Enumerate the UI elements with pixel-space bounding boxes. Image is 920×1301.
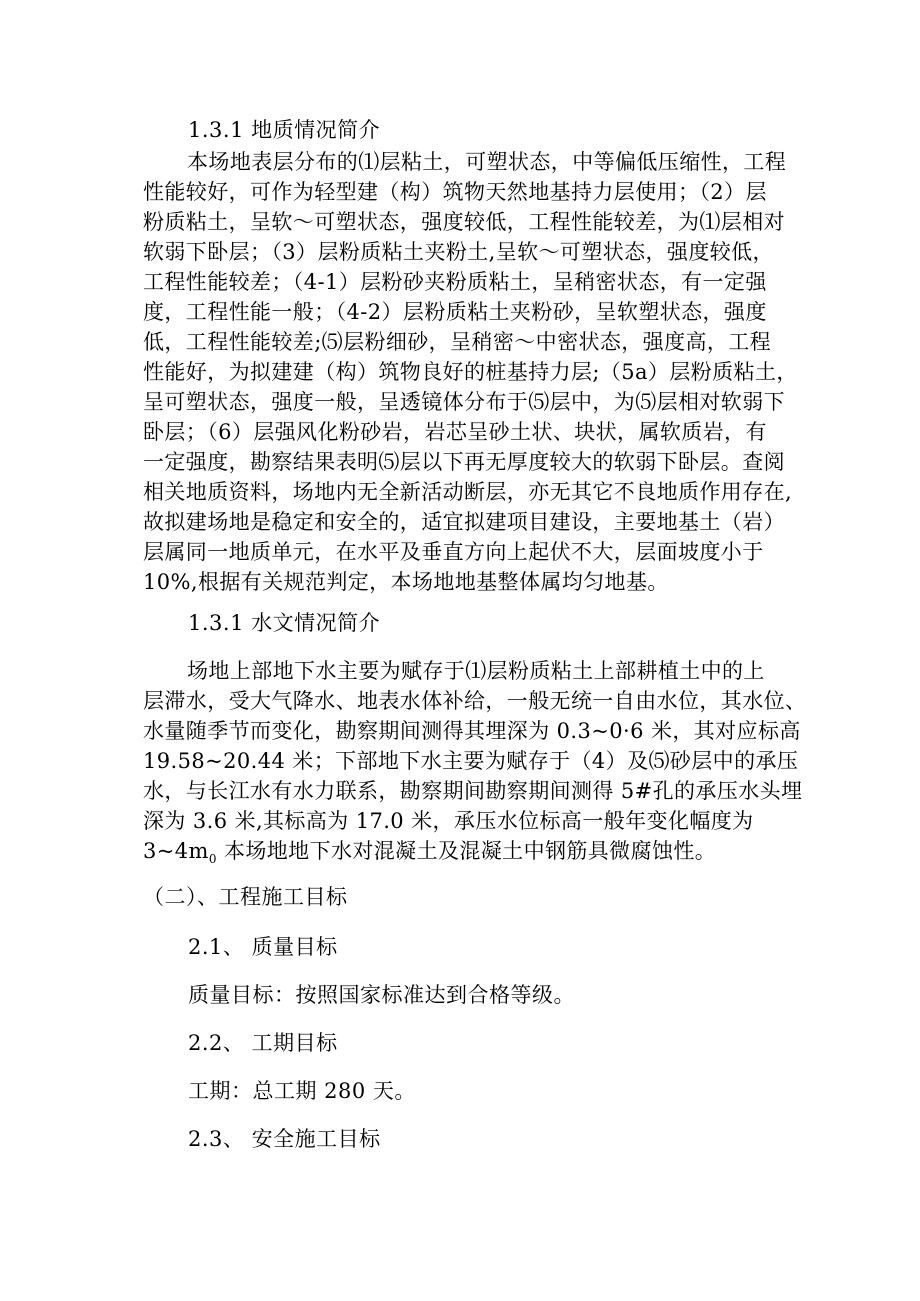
paragraph-line: 低，工程性能较差;⑸层粉细砂，呈稍密～中密状态，强度高，工程: [143, 330, 772, 354]
corrosion-text: 本场地地下水对混凝土及混凝土中钢筋具微腐蚀性。: [223, 839, 717, 863]
paragraph-line: 卧层；（6）层强风化粉砂岩，岩芯呈砂土状、块状，属软质岩，有: [143, 420, 767, 444]
safety-heading: 2.3、 安全施工目标: [188, 1127, 381, 1151]
schedule-heading: 2.2、 工期目标: [188, 1031, 338, 1055]
geology-paragraph: [143, 147, 798, 597]
paragraph-line: 工程性能较差；（4-1）层粉砂夹粉质粘土，呈稍密状态，有一定强: [143, 270, 767, 294]
range-text: 3~4m: [143, 839, 209, 863]
hydrology-paragraph: [143, 656, 807, 867]
paragraph-line: 水量随季节而变化，勘察期间测得其埋深为 0.3~0·6 米，其对应标高: [143, 719, 801, 743]
quality-text: 质量目标：按照国家标准达到合格等级。: [188, 983, 575, 1007]
paragraph-line: 呈可塑状态，强度一般，呈透镜体分布于⑸层中，为⑸层相对软弱下: [143, 390, 785, 414]
paragraph-line: 场地上部地下水主要为赋存于⑴层粉质粘土上部耕植土中的上: [187, 659, 765, 683]
paragraph-line: 层滞水，受大气降水、地表水体补给，一般无统一自由水位，其水位、: [143, 689, 807, 713]
paragraph-line: 性能较好，可作为轻型建（构）筑物天然地基持力层使用；（2）层: [143, 180, 767, 204]
paragraph-line: 深为 3.6 米,其标高为 17.0 米，承压水位标高一般年变化幅度为: [143, 809, 754, 833]
paragraph-line: 水，与长江水有水力联系，勘察期间勘察期间测得 5#孔的承压水头埋: [143, 779, 803, 803]
hydrology-heading: 1.3.1 水文情况简介: [188, 611, 381, 635]
subscript-text: 0: [208, 852, 217, 867]
goals-heading: （二）、工程施工目标: [143, 885, 348, 909]
paragraph-line: 19.58~20.44 米；下部地下水主要为赋存于（4）及⑸砂层中的承压: [143, 749, 799, 773]
geology-heading: 1.3.1 地质情况简介: [188, 118, 381, 142]
paragraph-line: 本场地表层分布的⑴层粘土，可塑状态，中等偏低压缩性，工程: [187, 150, 787, 174]
paragraph-line: 软弱下卧层；（3）层粉质粘土夹粉土,呈软～可塑状态，强度较低，: [143, 240, 774, 264]
paragraph-line: 10%,根据有关规范判定，本场地地基整体属均匀地基。: [143, 570, 669, 594]
paragraph-line: [143, 836, 795, 866]
paragraph-line: 故拟建场地是稳定和安全的，适宜拟建项目建设，主要地基土（岩）: [143, 510, 785, 534]
paragraph-line: 度，工程性能一般；（4-2）层粉质粘土夹粉砂，呈软塑状态，强度: [143, 300, 767, 324]
paragraph-line: 性能好，为拟建建（构）筑物良好的桩基持力层;（5a）层粉质粘土，: [143, 360, 798, 384]
quality-heading: 2.1、 质量目标: [188, 935, 338, 959]
paragraph-line: 层属同一地质单元，在水平及垂直方向上起伏不大，层面坡度小于: [143, 540, 764, 564]
schedule-text: 工期：总工期 280 天。: [188, 1079, 416, 1103]
paragraph-line: 一定强度，勘察结果表明⑸层以下再无厚度较大的软弱下卧层。查阅: [143, 450, 785, 474]
paragraph-line: 相关地质资料，场地内无全新活动断层，亦无其它不良地质作用存在,: [143, 480, 793, 504]
paragraph-line: 粉质粘土，呈软～可塑状态，强度较低，工程性能较差，为⑴层相对: [143, 210, 785, 234]
